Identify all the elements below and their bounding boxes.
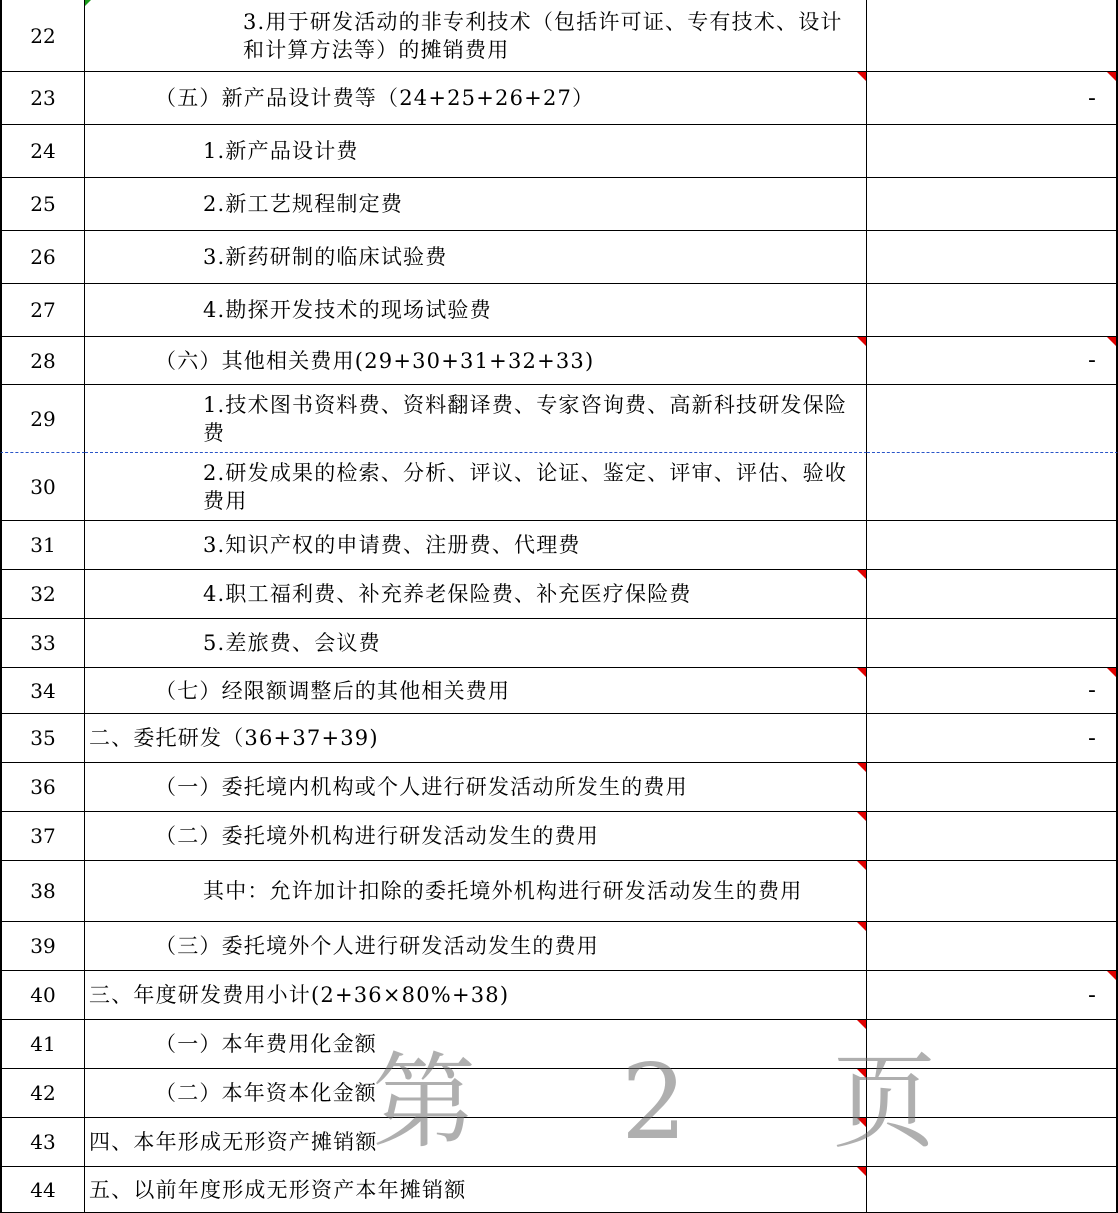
item-description-cell[interactable] — [85, 668, 867, 714]
item-label: （三）委托境外个人进行研发活动发生的费用 — [155, 934, 599, 958]
row-number-cell[interactable]: 25 — [0, 178, 85, 231]
row-number-cell[interactable]: 27 — [0, 284, 85, 337]
item-description-cell[interactable] — [85, 178, 867, 231]
row-number-cell[interactable]: 39 — [0, 922, 85, 971]
amount-cell[interactable] — [867, 922, 1118, 971]
table-row — [0, 922, 1118, 971]
comment-indicator-icon[interactable] — [857, 1167, 866, 1176]
comment-indicator-icon[interactable] — [1107, 668, 1116, 677]
item-description-cell[interactable] — [85, 231, 867, 284]
item-description-cell[interactable] — [85, 763, 867, 812]
comment-indicator-icon[interactable] — [857, 763, 866, 772]
table-row — [0, 178, 1118, 231]
item-label: 二、委托研发（36+37+39) — [89, 726, 379, 750]
amount-value: - — [1088, 348, 1096, 373]
comment-indicator-icon[interactable] — [857, 668, 866, 677]
row-number-cell[interactable]: 23 — [0, 72, 85, 125]
amount-cell[interactable] — [867, 812, 1118, 861]
item-description-cell[interactable] — [85, 284, 867, 337]
amount-cell[interactable] — [867, 668, 1118, 714]
item-label: （七）经限额调整后的其他相关费用 — [155, 678, 511, 703]
page-watermark: 第 2 页 — [372, 1041, 993, 1163]
item-description-cell[interactable] — [85, 1020, 867, 1069]
table-row — [0, 861, 1118, 922]
item-label: 1.新产品设计费 — [203, 139, 359, 163]
item-description-cell[interactable] — [85, 72, 867, 125]
item-label: 四、本年形成无形资产摊销额 — [89, 1130, 378, 1154]
table-row — [0, 570, 1118, 619]
item-description-cell[interactable] — [85, 385, 867, 453]
amount-cell[interactable] — [867, 1020, 1118, 1069]
item-label: 3.新药研制的临床试验费 — [203, 245, 448, 269]
amount-cell[interactable] — [867, 284, 1118, 337]
table-row — [0, 1020, 1118, 1069]
comment-indicator-icon[interactable] — [857, 1118, 866, 1127]
item-description-cell[interactable] — [85, 570, 867, 619]
row-number-cell[interactable]: 26 — [0, 231, 85, 284]
amount-cell[interactable] — [867, 570, 1118, 619]
item-description-cell[interactable] — [85, 861, 867, 922]
row-number-cell[interactable]: 29 — [0, 385, 85, 453]
row-number-cell[interactable]: 24 — [0, 125, 85, 178]
amount-cell[interactable] — [867, 714, 1118, 763]
table-row — [0, 971, 1118, 1020]
amount-cell[interactable] — [867, 385, 1118, 453]
error-indicator-icon[interactable] — [85, 0, 91, 6]
table-row — [0, 1118, 1118, 1167]
amount-value: - — [1088, 982, 1096, 1008]
row-number-cell[interactable]: 43 — [0, 1118, 85, 1167]
table-row — [0, 337, 1118, 385]
item-label: （二）委托境外机构进行研发活动发生的费用 — [155, 824, 599, 848]
row-number-cell[interactable]: 22 — [0, 0, 85, 72]
item-label: 5.差旅费、会议费 — [203, 631, 381, 655]
table-row — [0, 763, 1118, 812]
row-number-cell[interactable]: 32 — [0, 570, 85, 619]
table-row — [0, 385, 1118, 453]
amount-value: - — [1088, 725, 1096, 751]
table-row — [0, 521, 1118, 570]
table-row — [0, 284, 1118, 337]
comment-indicator-icon[interactable] — [857, 570, 866, 579]
table-row — [0, 125, 1118, 178]
row-number-cell[interactable]: 40 — [0, 971, 85, 1020]
table-row — [0, 812, 1118, 861]
comment-indicator-icon[interactable] — [857, 72, 866, 81]
table-row — [0, 619, 1118, 668]
item-label: 4.勘探开发技术的现场试验费 — [203, 298, 492, 322]
item-description-cell[interactable] — [85, 125, 867, 178]
item-label: 五、以前年度形成无形资产本年摊销额 — [89, 1177, 467, 1202]
item-label: （二）本年资本化金额 — [155, 1081, 377, 1105]
amount-cell[interactable] — [867, 619, 1118, 668]
item-label: 3.用于研发活动的非专利技术（包括许可证、专有技术、设计和计算方法等）的摊销费用 — [243, 9, 843, 62]
item-description-cell[interactable] — [85, 971, 867, 1020]
table-row — [0, 668, 1118, 714]
amount-cell[interactable] — [867, 125, 1118, 178]
row-number-cell[interactable]: 30 — [0, 453, 85, 521]
item-label: 其中：允许加计扣除的委托境外机构进行研发活动发生的费用 — [203, 879, 803, 903]
amount-cell[interactable] — [867, 1167, 1118, 1213]
comment-indicator-icon[interactable] — [1107, 72, 1116, 81]
amount-cell[interactable] — [867, 231, 1118, 284]
comment-indicator-icon[interactable] — [857, 812, 866, 821]
table-row — [0, 1167, 1118, 1213]
item-description-cell[interactable] — [85, 1069, 867, 1118]
comment-indicator-icon[interactable] — [1107, 337, 1116, 346]
item-label: （一）委托境内机构或个人进行研发活动所发生的费用 — [155, 775, 688, 799]
row-number-cell[interactable]: 36 — [0, 763, 85, 812]
item-label: （六）其他相关费用(29+30+31+32+33) — [155, 348, 595, 373]
amount-cell[interactable] — [867, 0, 1118, 72]
item-description-cell[interactable] — [85, 1167, 867, 1213]
table-row — [0, 1069, 1118, 1118]
amount-cell[interactable] — [867, 521, 1118, 570]
amount-cell[interactable] — [867, 178, 1118, 231]
item-label: （五）新产品设计费等（24+25+26+27） — [155, 86, 595, 110]
row-number-cell[interactable]: 35 — [0, 714, 85, 763]
row-number-cell[interactable]: 33 — [0, 619, 85, 668]
row-number-cell[interactable]: 44 — [0, 1167, 85, 1213]
comment-indicator-icon[interactable] — [857, 1069, 866, 1078]
amount-cell[interactable] — [867, 453, 1118, 521]
item-description-cell[interactable] — [85, 453, 867, 521]
item-description-cell[interactable] — [85, 0, 867, 72]
row-number-cell[interactable]: 31 — [0, 521, 85, 570]
item-label: 4.职工福利费、补充养老保险费、补充医疗保险费 — [203, 582, 692, 606]
item-label: 三、年度研发费用小计(2+36×80%+38) — [89, 983, 510, 1007]
row-number-cell[interactable]: 42 — [0, 1069, 85, 1118]
comment-indicator-icon[interactable] — [857, 337, 866, 346]
amount-cell[interactable] — [867, 337, 1118, 385]
item-description-cell[interactable] — [85, 337, 867, 385]
item-description-cell[interactable] — [85, 922, 867, 971]
item-description-cell[interactable] — [85, 714, 867, 763]
item-label: （一）本年费用化金额 — [155, 1032, 377, 1056]
item-description-cell[interactable] — [85, 812, 867, 861]
item-description-cell[interactable] — [85, 521, 867, 570]
table-row — [0, 231, 1118, 284]
item-label: 3.知识产权的申请费、注册费、代理费 — [203, 533, 581, 557]
table-row — [0, 72, 1118, 125]
amount-value: - — [1088, 85, 1096, 111]
row-number-cell[interactable]: 41 — [0, 1020, 85, 1069]
row-number-cell[interactable]: 28 — [0, 337, 85, 385]
table-row — [0, 0, 1118, 72]
item-label: 2.新工艺规程制定费 — [203, 192, 404, 216]
item-description-cell[interactable] — [85, 1118, 867, 1167]
row-number-cell[interactable]: 37 — [0, 812, 85, 861]
amount-cell[interactable] — [867, 72, 1118, 125]
row-number-cell[interactable]: 34 — [0, 668, 85, 714]
table-row — [0, 714, 1118, 763]
row-number-cell[interactable]: 38 — [0, 861, 85, 922]
item-label: 2.研发成果的检索、分析、评议、论证、鉴定、评审、评估、验收费用 — [203, 460, 848, 513]
amount-value: - — [1088, 678, 1096, 703]
comment-indicator-icon[interactable] — [1107, 971, 1116, 980]
amount-cell[interactable] — [867, 1118, 1118, 1167]
item-description-cell[interactable] — [85, 619, 867, 668]
comment-indicator-icon[interactable] — [857, 922, 866, 931]
amount-cell[interactable] — [867, 971, 1118, 1020]
amount-cell[interactable] — [867, 1069, 1118, 1118]
amount-cell[interactable] — [867, 861, 1118, 922]
table-row — [0, 453, 1118, 521]
item-label: 1.技术图书资料费、资料翻译费、专家咨询费、高新科技研发保险费 — [203, 392, 848, 445]
amount-cell[interactable] — [867, 763, 1118, 812]
comment-indicator-icon[interactable] — [857, 861, 866, 870]
comment-indicator-icon[interactable] — [857, 1020, 866, 1029]
